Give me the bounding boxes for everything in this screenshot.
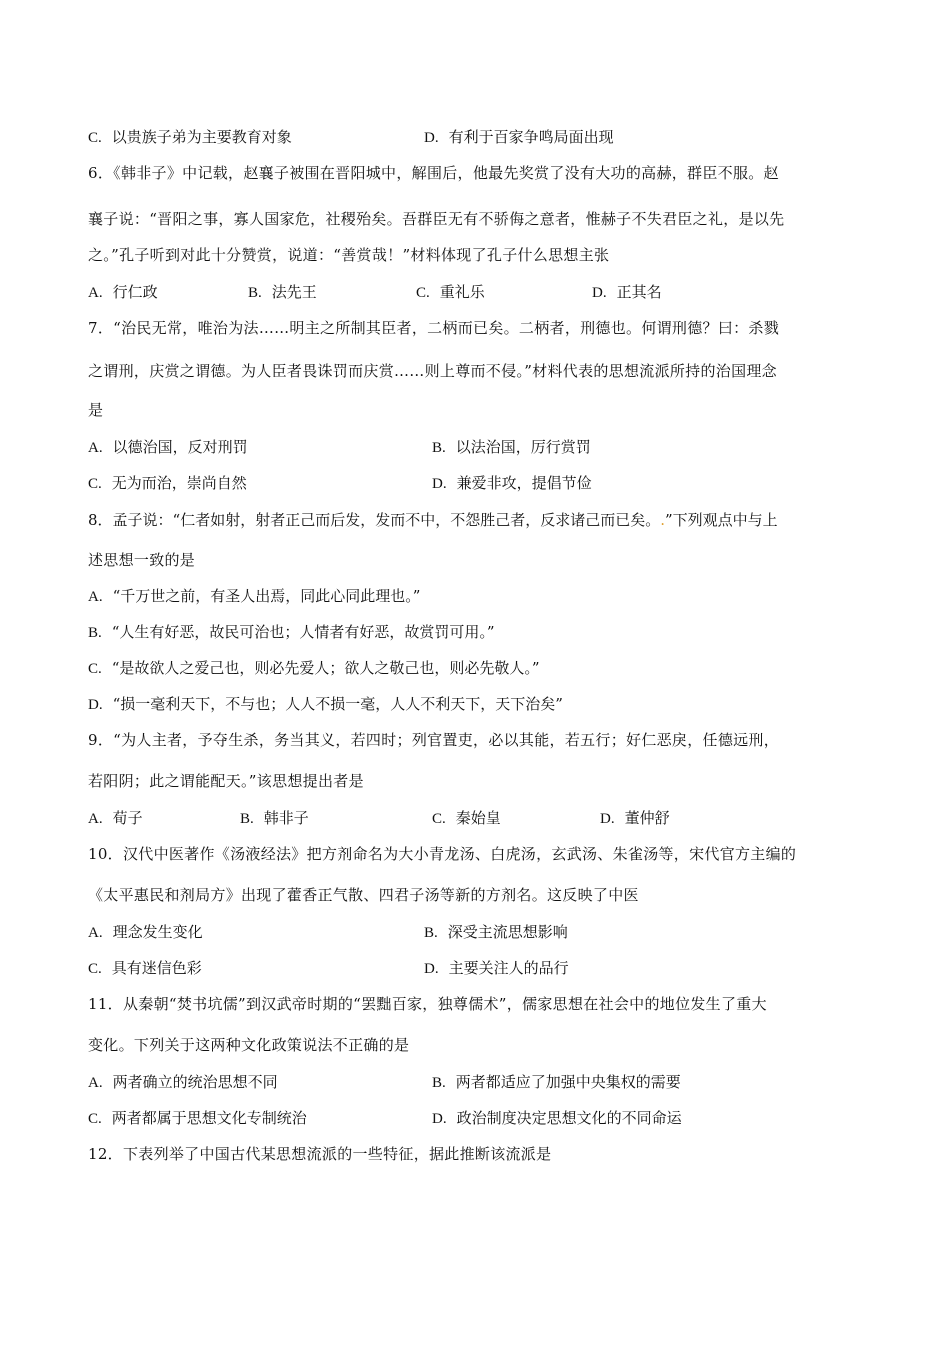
q9-option-a: A. 荀子 — [88, 809, 143, 827]
q10-option-a: A. 理念发生变化 — [88, 923, 203, 941]
q11-option-b: B. 两者都适应了加强中央集权的需要 — [432, 1073, 681, 1091]
q6-stem-line-1: 6．《韩非子》中记载，赵襄子被围在晋阳城中，解围后，他最先奖赏了没有大功的高赫，群臣不服。赵 — [88, 164, 779, 182]
q10-option-b: B. 深受主流思想影响 — [424, 923, 568, 941]
q8-option-b: B. “人生有好恶，故民可治也；人情者有好恶，故赏罚可用。” — [88, 623, 495, 641]
q8-stem-line-2: 述思想一致的是 — [88, 551, 196, 569]
q6-option-a: A. 行仁政 — [88, 283, 158, 301]
q11-stem-line-2: 变化。下列关于这两种文化政策说法不正确的是 — [88, 1036, 410, 1054]
q7-stem-line-2: 之谓刑，庆赏之谓德。为人臣者畏诛罚而庆赏……则上尊而不侵。”材料代表的思想流派所持的治国理念 — [88, 362, 777, 380]
q9-option-b: B. 韩非子 — [240, 809, 309, 827]
q5-option-c: C. 以贵族子弟为主要教育对象 — [88, 128, 292, 146]
q10-stem-line-1: 10．汉代中医著作《汤液经法》把方剂命名为大小青龙汤、白虎汤，玄武汤、朱雀汤等，宋代官方主编的 — [88, 845, 797, 863]
q8-option-c: C. “是故欲人之爱己也，则必先爱人；欲人之敬己也，则必先敬人。” — [88, 659, 540, 677]
q9-stem-line-2: 若阳阴；此之谓能配天。”该思想提出者是 — [88, 772, 364, 790]
q7-option-c: C. 无为而治，崇尚自然 — [88, 474, 247, 492]
q9-option-d: D. 董仲舒 — [600, 809, 670, 827]
q6-option-c: C. 重礼乐 — [416, 283, 485, 301]
q9-option-c: C. 秦始皇 — [432, 809, 501, 827]
q8-option-a: A. “千万世之前，有圣人出焉，同此心同此理也。” — [88, 587, 421, 605]
q12-stem-line-1: 12．下表列举了中国古代某思想流派的一些特征，据此推断该流派是 — [88, 1145, 552, 1163]
q6-option-b: B. 法先王 — [248, 283, 317, 301]
q10-option-c: C. 具有迷信色彩 — [88, 959, 202, 977]
q5-option-d: D. 有利于百家争鸣局面出现 — [424, 128, 614, 146]
q7-option-b: B. 以法治国，厉行赏罚 — [432, 438, 591, 456]
q7-stem-line-1: 7．“治民无常，唯治为法……明主之所制其臣者，二柄而已矣。二柄者，刑德也。何谓刑德？曰：杀戮 — [88, 319, 780, 337]
q11-option-c: C. 两者都属于思想文化专制统治 — [88, 1109, 307, 1127]
q7-option-a: A. 以德治国，反对刑罚 — [88, 438, 248, 456]
q10-option-d: D. 主要关注人的品行 — [424, 959, 569, 977]
q11-option-a: A. 两者确立的统治思想不同 — [88, 1073, 278, 1091]
q7-option-d: D. 兼爱非攻，提倡节俭 — [432, 474, 592, 492]
q6-stem-line-2: 襄子说：“晋阳之事，寡人国家危，社稷殆矣。吾群臣无有不骄侮之意者，惟赫子不失君臣之礼，是以先 — [88, 210, 785, 228]
q8-stem-line-1: 8．孟子说：“仁者如射，射者正己而后发，发而不中，不怨胜己者，反求诸己而已矣。.”下列观点中与上 — [88, 511, 778, 529]
q9-stem-line-1: 9．“为人主者，予夺生杀，务当其义，若四时；列官置吏，必以其能，若五行；好仁恶戾，任德远刑， — [88, 731, 780, 749]
q11-option-d: D. 政治制度决定思想文化的不同命运 — [432, 1109, 682, 1127]
q6-option-d: D. 正其名 — [592, 283, 662, 301]
q11-stem-line-1: 11．从秦朝“焚书坑儒”到汉武帝时期的“罢黜百家，独尊儒术”，儒家思想在社会中的地位发生了重大 — [88, 995, 767, 1013]
q10-stem-line-2: 《太平惠民和剂局方》出现了藿香正气散、四君子汤等新的方剂名。这反映了中医 — [88, 886, 639, 904]
q6-stem-line-3: 之。”孔子听到对此十分赞赏，说道：“善赏哉！”材料体现了孔子什么思想主张 — [88, 246, 610, 264]
q8-option-d: D. “损一毫利天下，不与也；人人不损一毫，人人不利天下，天下治矣” — [88, 695, 563, 713]
q7-stem-line-3: 是 — [88, 401, 104, 419]
